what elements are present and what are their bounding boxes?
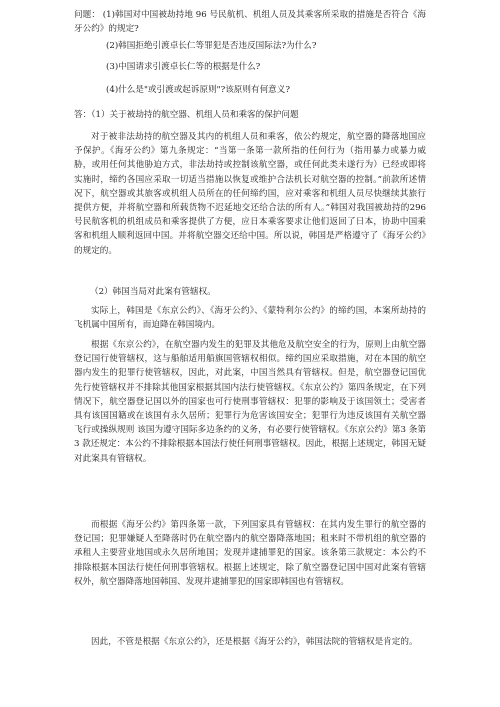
question-4: (4)什么是"或引渡或起诉原则"?该原则有何意义? xyxy=(106,85,290,95)
answer-paragraph-4: 而根据《海牙公约》第四条第一款，下列国家具有管辖权：在其内发生罪行的航空器的登记国；犯罪嫌疑人至降落时仍在航空器内的航空器降落地国；租来时不带机组的航空器的承租人主要营业地国或永久居所地国；发现并逮捕罪犯的国家。该条第三款规定：本公约不排除根据本国法行使任何刑事管辖权。根据上述规定，除了航空器登记国中国对此案有管辖权外，航空器降落地国韩国、发现并逮捕罪犯的国家即韩国也有管辖权。 xyxy=(74,520,426,587)
question-1: 问题： (1)韩国对中国被劫持地 96 号民航机、机组人员及其乘客所采取的措施是否符合《海牙公约》的规定? xyxy=(74,10,426,35)
answer-paragraph-5: 因此，不管是根据《东京公约》，还是根据《海牙公约》，韩国法院的管辖权是肯定的。 xyxy=(91,637,418,647)
answer-paragraph-1: 对于被非法劫持的航空器及其内的机组人员和乘客，依公约规定，航空器的降落地国应予保护。《海牙公约》第九条规定：“当第一条第一款所指的任何行为（指用暴力或暴力威胁，或用任何其他胁迫方式，非法劫持或控制该航空器，或任何此类未遂行为）已经或即将实施时，缔约各国应采取一切适当措施以恢复或维护合法机长对航空器的控制。”前款所述情况下，航空器或其旅客或机组人员所在的任何缔约国，应对乘客和机组人员尽快继续其旅行提供方便，并将航空器和所载货物不迟延地交还给合法的所有人。”韩国对我国被劫持的296 号民航客机的机组成员和乘客提供了方便，应日本乘客要求让他们返回了日本，协助中国乘客和机组人顺利返回中国。并将航空器交还给中国。所以说，韩国是严格遵守了《海牙公约》的规定的。 xyxy=(74,132,426,256)
question-3: (3)中国请求引渡卓长仁等的根据是什么? xyxy=(106,62,261,72)
question-2: (2)韩国拒绝引渡卓长仁等罪犯是否违反国际法?为什么? xyxy=(106,41,317,51)
answer-paragraph-2: 实际上，韩国是《东京公约》、《海牙公约》、《蒙特利尔公约》的缔约国，本案所劫持的飞机属中国所有，而迫降在韩国境内。 xyxy=(74,306,426,331)
answer-heading-2: （2）韩国当局对此案有管辖权。 xyxy=(90,287,216,297)
answer-paragraph-3: 根据《东京公约》，在航空器内发生的犯罪及其他危及航空安全的行为，原则上由航空器登记国行使管辖权，这与船舶适用船旗国管辖权相似。缔约国应采取措施，对在本国的航空器内发生的犯罪行使管辖权，因此，对此案，中国当然具有管辖权。但是，航空器登记国优先行使管辖权并不排除其他国家根据其国内法行使管辖权。《东京公约》第四条规定，在下列情况下，航空器登记国以外的国家也可行使刑事管辖权：犯罪的影响及于该国领土；受害者具有该国国籍或在该国有永久居所；犯罪行为危害该国安全；犯罪行为违反该国有关航空器飞行或操纵规则 该国为遵守国际多边条约的义务，有必要行使管辖权。《东京公约》第3 条第3 款还规定：本公约不排除根据本国法行使任何刑事管辖权。因此，根据上述规定，韩国无疑对此案具有管辖权。 xyxy=(74,340,426,464)
answer-heading-1: 答：（1）关于被劫持的航空器、机组人员和乘客的保护问题 xyxy=(74,110,299,120)
